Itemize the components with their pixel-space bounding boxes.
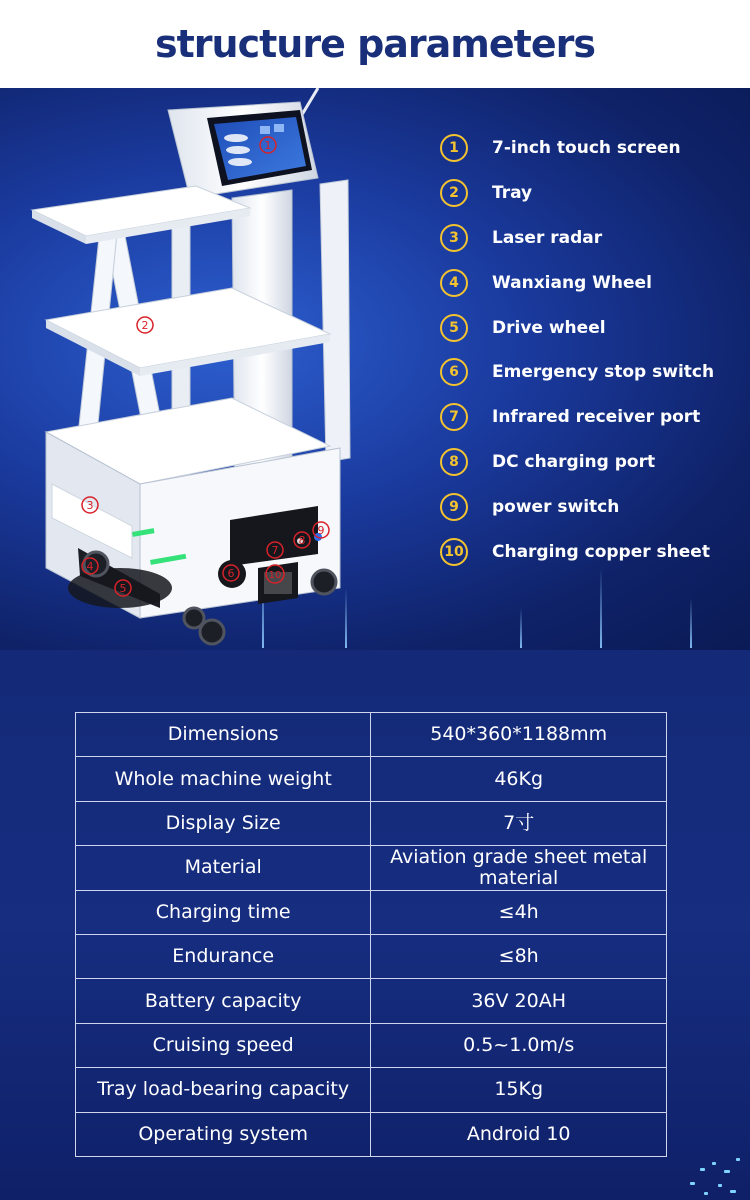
legend-item <box>440 126 740 171</box>
component-legend <box>440 126 740 574</box>
legend-number: 1 <box>440 134 468 162</box>
legend-label: Laser radar <box>492 227 603 248</box>
legend-item <box>440 260 740 305</box>
legend-item <box>440 305 740 350</box>
legend-label: Emergency stop switch <box>492 362 715 383</box>
glow-line <box>690 598 692 648</box>
spec-value: 15Kg <box>371 1068 667 1112</box>
svg-text:2: 2 <box>141 319 149 332</box>
legend-number: 4 <box>440 269 468 297</box>
table-row <box>76 1112 667 1156</box>
spec-key: Cruising speed <box>76 1023 371 1067</box>
legend-label: Infrared receiver port <box>492 407 701 428</box>
legend-number: 5 <box>440 314 468 342</box>
legend-number: 2 <box>440 179 468 207</box>
glow-line <box>520 608 522 648</box>
svg-text:8: 8 <box>298 534 306 547</box>
legend-item <box>440 216 740 261</box>
table-row <box>76 801 667 845</box>
table-row <box>76 934 667 978</box>
legend-item <box>440 440 740 485</box>
spec-key: Dimensions <box>76 713 371 757</box>
table-row <box>76 1023 667 1067</box>
spec-value: Android 10 <box>371 1112 667 1156</box>
svg-text:4: 4 <box>86 560 94 573</box>
spec-key: Endurance <box>76 934 371 978</box>
svg-text:7: 7 <box>271 544 279 557</box>
svg-text:10: 10 <box>268 570 282 581</box>
table-row <box>76 713 667 757</box>
spec-key: Display Size <box>76 801 371 845</box>
spec-key: Operating system <box>76 1112 371 1156</box>
legend-number: 7 <box>440 403 468 431</box>
legend-label: DC charging port <box>492 451 656 472</box>
legend-item <box>440 350 740 395</box>
legend-label: power switch <box>492 496 620 517</box>
svg-text:6: 6 <box>227 567 235 580</box>
sparkle-decoration <box>712 1162 716 1165</box>
spec-value: Aviation grade sheet metal material <box>371 846 667 890</box>
sparkle-decoration <box>690 1182 695 1185</box>
spec-value: 7寸 <box>371 801 667 845</box>
sparkle-decoration <box>736 1158 740 1161</box>
spec-value: 36V 20AH <box>371 979 667 1023</box>
legend-number: 3 <box>440 224 468 252</box>
spec-key: Battery capacity <box>76 979 371 1023</box>
sparkle-decoration <box>700 1168 705 1171</box>
legend-label: Tray <box>492 183 533 204</box>
legend-item <box>440 395 740 440</box>
spec-value: 46Kg <box>371 757 667 801</box>
legend-number: 8 <box>440 448 468 476</box>
svg-text:1: 1 <box>264 139 272 152</box>
spec-key: Material <box>76 846 371 890</box>
table-row <box>76 846 667 890</box>
table-row <box>76 757 667 801</box>
spec-value: ≤4h <box>371 890 667 934</box>
spec-value: 0.5~1.0m/s <box>371 1023 667 1067</box>
legend-item <box>440 171 740 216</box>
header <box>0 0 750 88</box>
spec-table <box>75 712 667 1157</box>
table-row <box>76 1068 667 1112</box>
product-hero <box>0 88 750 650</box>
table-row <box>76 890 667 934</box>
sparkle-decoration <box>718 1184 722 1187</box>
legend-item <box>440 529 740 574</box>
page-title: structure parameters <box>155 22 595 66</box>
robot-illustration <box>0 88 380 650</box>
glow-line <box>600 568 602 648</box>
svg-text:5: 5 <box>119 582 127 595</box>
sparkle-decoration <box>704 1192 708 1195</box>
legend-label: 7-inch touch screen <box>492 138 681 159</box>
table-row <box>76 979 667 1023</box>
legend-label: Wanxiang Wheel <box>492 272 652 293</box>
legend-label: Charging copper sheet <box>492 541 710 562</box>
spec-key: Whole machine weight <box>76 757 371 801</box>
legend-number: 10 <box>440 538 468 566</box>
spec-key: Charging time <box>76 890 371 934</box>
spec-value: 540*360*1188mm <box>371 713 667 757</box>
sparkle-decoration <box>730 1190 736 1193</box>
svg-text:9: 9 <box>317 524 325 537</box>
legend-number: 9 <box>440 493 468 521</box>
legend-label: Drive wheel <box>492 317 606 338</box>
specs-section <box>0 650 750 1200</box>
legend-item <box>440 484 740 529</box>
legend-number: 6 <box>440 358 468 386</box>
sparkle-decoration <box>724 1170 730 1173</box>
spec-key: Tray load-bearing capacity <box>76 1068 371 1112</box>
svg-text:3: 3 <box>86 499 94 512</box>
spec-value: ≤8h <box>371 934 667 978</box>
